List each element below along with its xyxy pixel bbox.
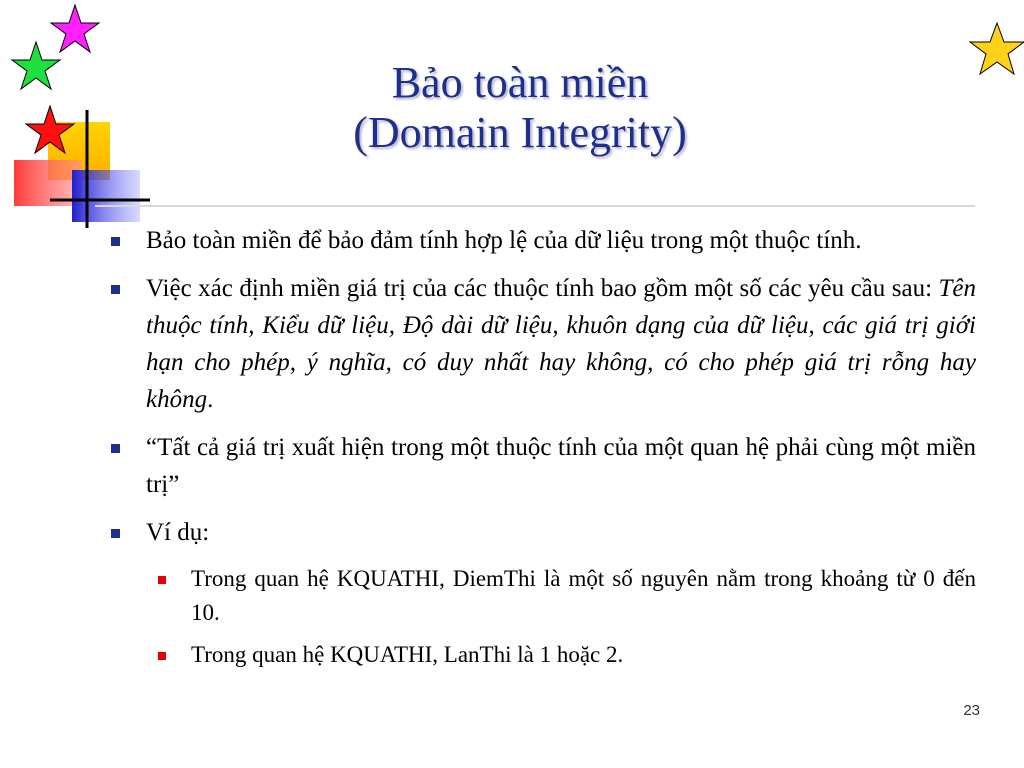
green-star-icon bbox=[12, 42, 60, 89]
title-divider bbox=[95, 205, 975, 207]
bullet-text: Bảo toàn miền để bảo đảm tính hợp lệ của dữ liệu trong một thuộc tính. bbox=[146, 227, 862, 254]
bullet-square-icon bbox=[111, 285, 120, 294]
page-number: 23 bbox=[963, 702, 980, 719]
gold-star-icon bbox=[966, 20, 1024, 80]
bullet-item bbox=[100, 270, 976, 418]
bullet-item bbox=[100, 514, 976, 551]
title-line-2: (Domain Integrity) bbox=[353, 108, 687, 157]
bullet-text: “Tất cả giá trị xuất hiện trong một thuộc tính của một quan hệ phải cùng một miền trị” bbox=[146, 434, 976, 498]
bullet-text-end: . bbox=[207, 386, 214, 413]
bullet-item bbox=[100, 429, 976, 503]
bullet-square-icon bbox=[111, 529, 120, 538]
sub-bullet-text: Trong quan hệ KQUATHI, LanThi là 1 hoặc 2. bbox=[191, 642, 624, 667]
sub-bullet-square-icon bbox=[158, 576, 166, 584]
sub-bullet-item bbox=[146, 562, 976, 630]
slide-title bbox=[240, 58, 800, 158]
sub-bullet-square-icon bbox=[158, 652, 166, 660]
title-line-1: Bảo toàn miền bbox=[391, 58, 649, 107]
blue-square bbox=[72, 170, 140, 222]
magenta-star-icon bbox=[51, 5, 99, 52]
sub-bullet-text: Trong quan hệ KQUATHI, DiemThi là một số nguyên nằm trong khoảng từ 0 đến 10. bbox=[191, 566, 976, 625]
bullet-square-icon bbox=[111, 444, 120, 453]
bullet-text-italic: Tên thuộc tính, Kiểu dữ liệu, Độ dài dữ liệu, khuôn dạng của dữ liệu, các giá trị giới hạn cho phép, ý nghĩa, có duy nhất hay không, có cho phép giá trị rỗng hay không bbox=[146, 275, 976, 413]
bullet-square-icon bbox=[111, 237, 120, 246]
sub-bullet-item bbox=[146, 638, 976, 672]
bullet-text: Ví dụ: bbox=[146, 519, 210, 546]
slide-body bbox=[100, 222, 976, 680]
bullet-item bbox=[100, 222, 976, 259]
corner-decoration bbox=[0, 0, 160, 240]
bullet-text: Việc xác định miền giá trị của các thuộc tính bao gồm một số các yêu cầu sau: bbox=[146, 275, 939, 302]
